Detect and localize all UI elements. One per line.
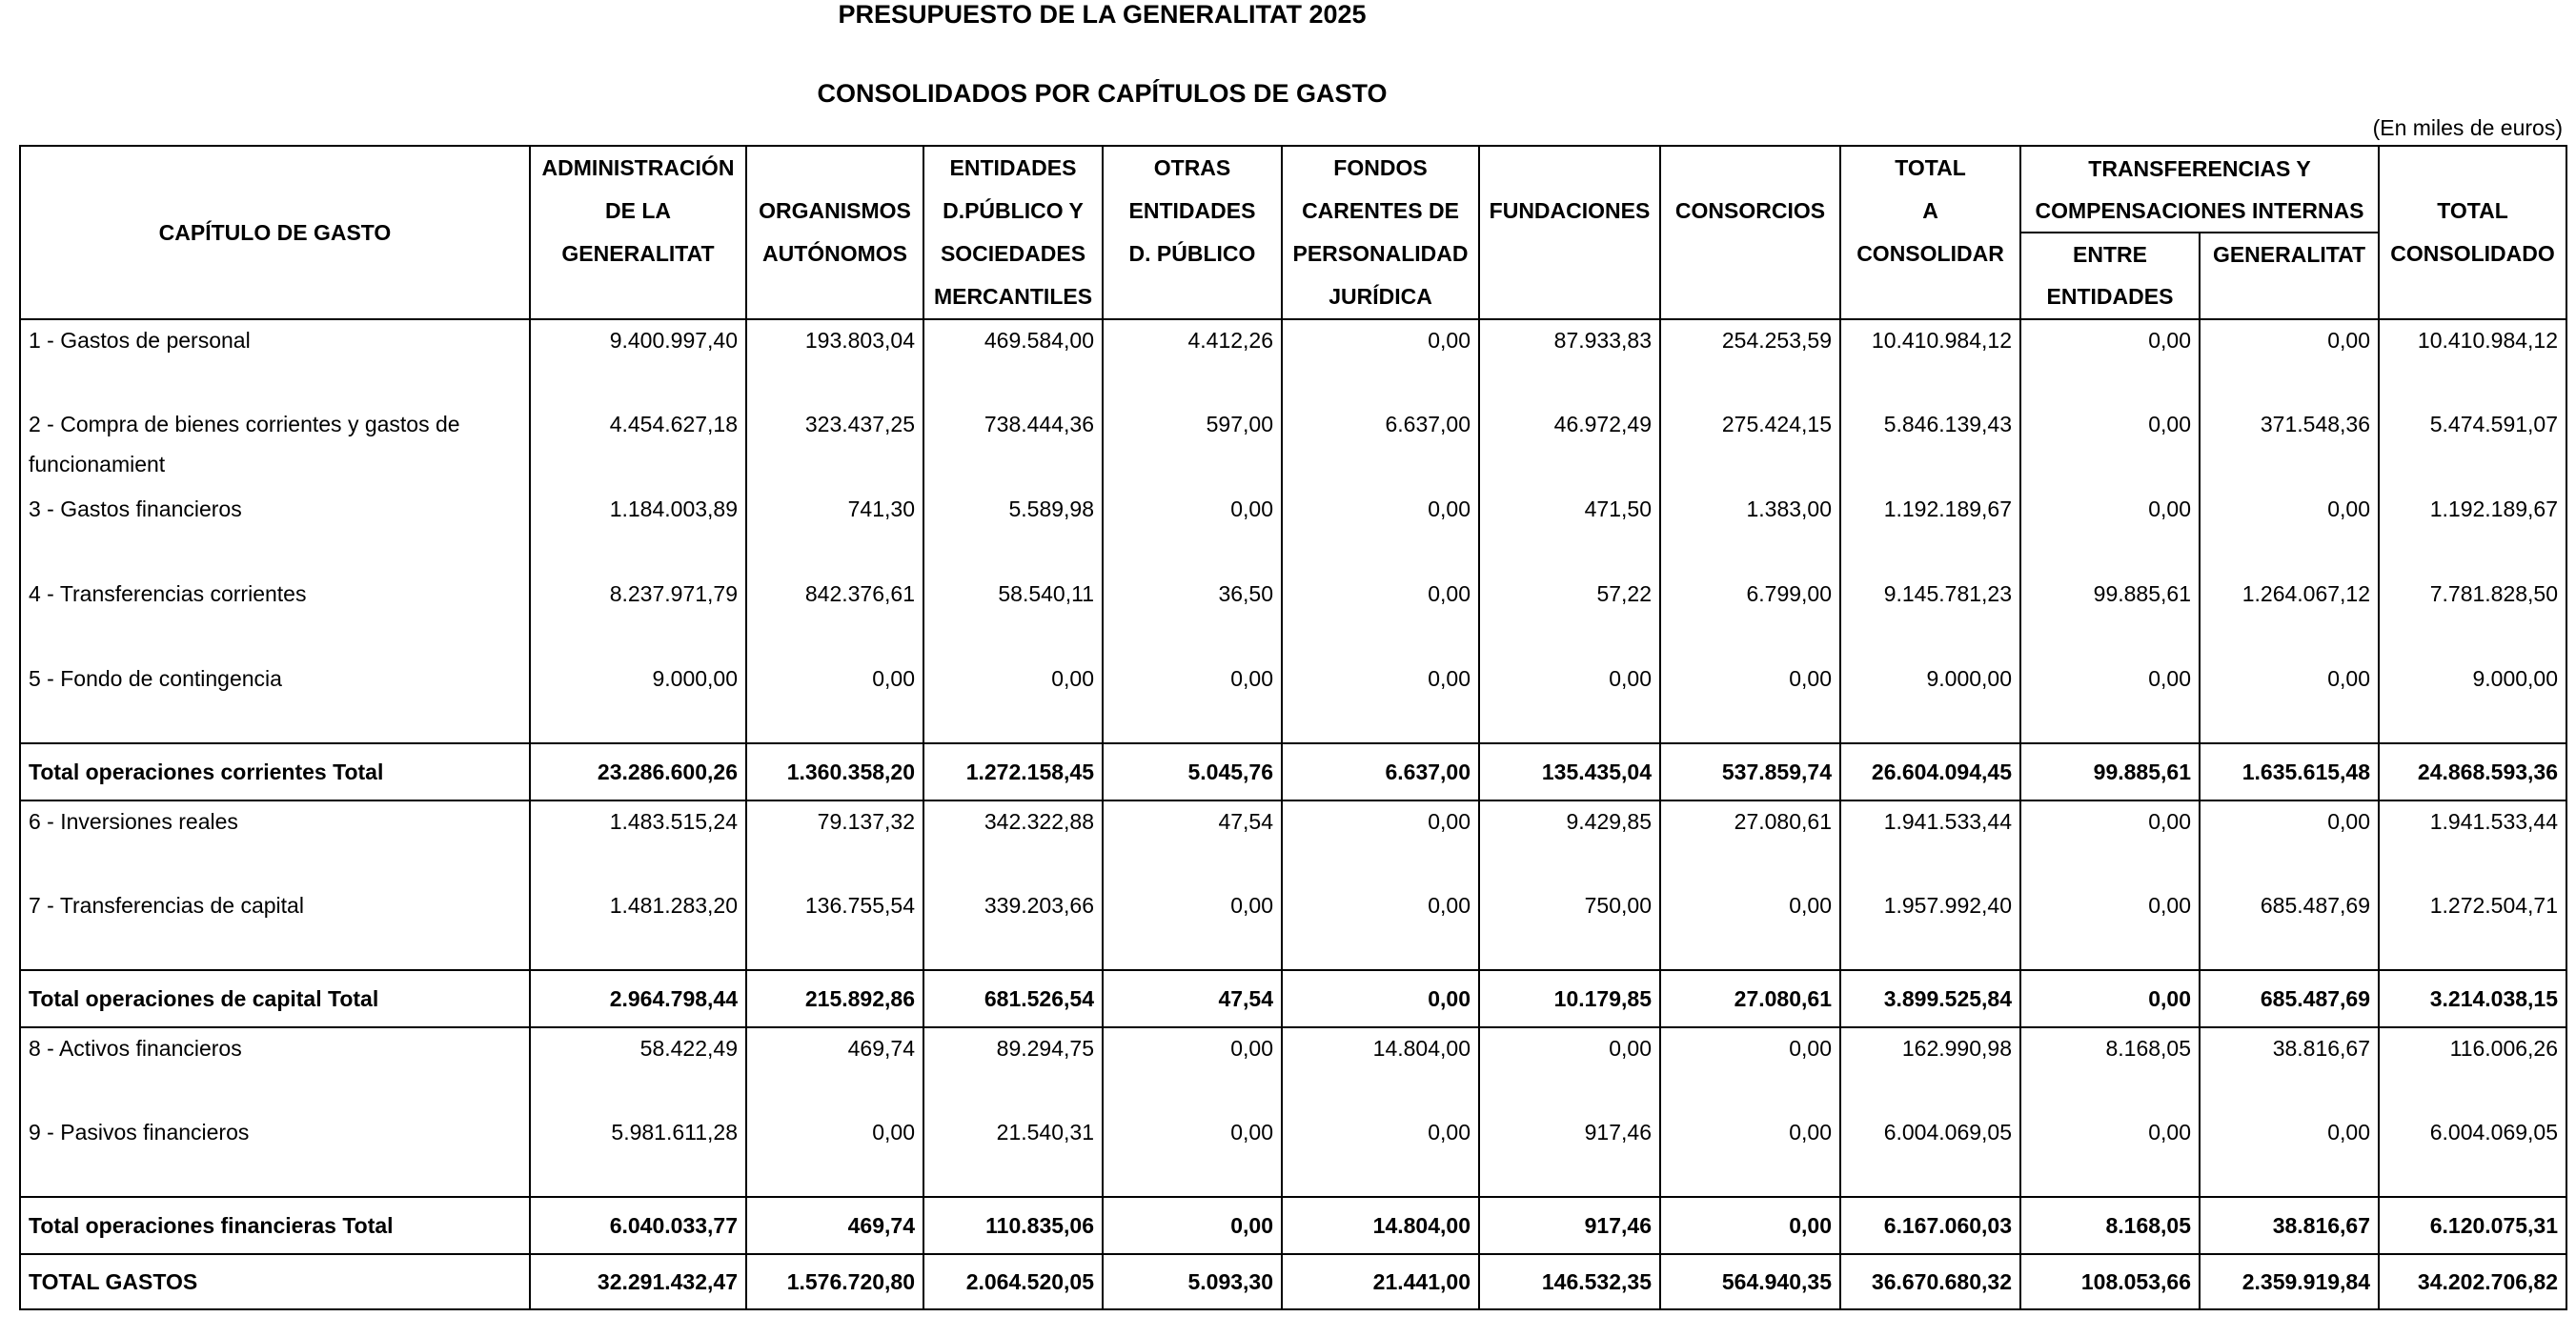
cell-value: 1.635.615,48 [2200, 743, 2379, 800]
row-label: 6 - Inversiones reales [20, 800, 530, 885]
cell-value: 8.168,05 [2020, 1197, 2200, 1254]
cell-value: 564.940,35 [1660, 1254, 1840, 1309]
cell-value: 0,00 [1282, 574, 1479, 658]
cell-value: 0,00 [2200, 319, 2379, 404]
cell-value: 135.435,04 [1479, 743, 1660, 800]
cell-value: 27.080,61 [1660, 800, 1840, 885]
cell-value: 0,00 [1282, 1112, 1479, 1197]
cell-value: 842.376,61 [746, 574, 923, 658]
cell-value: 4.412,26 [1103, 319, 1282, 404]
cell-value: 537.859,74 [1660, 743, 1840, 800]
cell-value: 6.120.075,31 [2379, 1197, 2566, 1254]
table-row [20, 574, 2566, 658]
cell-value: 471,50 [1479, 489, 1660, 574]
cell-value: 0,00 [2020, 970, 2200, 1027]
cell-value: 6.040.033,77 [530, 1197, 746, 1254]
cell-value: 0,00 [1660, 885, 1840, 970]
cell-value: 469,74 [746, 1197, 923, 1254]
cell-value: 110.835,06 [923, 1197, 1103, 1254]
row-label: 5 - Fondo de contingencia [20, 658, 530, 743]
cell-value: 750,00 [1479, 885, 1660, 970]
cell-value: 10.410.984,12 [2379, 319, 2566, 404]
cell-value: 27.080,61 [1660, 970, 1840, 1027]
cell-value: 681.526,54 [923, 970, 1103, 1027]
cell-value: 9.000,00 [1840, 658, 2020, 743]
grand-total-row [20, 1254, 2566, 1309]
header-fundaciones: FUNDACIONES [1479, 146, 1660, 319]
cell-value: 0,00 [1103, 1112, 1282, 1197]
cell-value: 1.264.067,12 [2200, 574, 2379, 658]
cell-value: 23.286.600,26 [530, 743, 746, 800]
cell-value: 0,00 [1660, 1112, 1840, 1197]
cell-value: 215.892,86 [746, 970, 923, 1027]
cell-value: 10.179,85 [1479, 970, 1660, 1027]
cell-value: 0,00 [923, 658, 1103, 743]
header-organismos: ORGANISMOS AUTÓNOMOS [746, 146, 923, 319]
page-subtitle: CONSOLIDADOS POR CAPÍTULOS DE GASTO [817, 79, 1388, 108]
cell-value: 0,00 [1660, 1197, 1840, 1254]
cell-value: 0,00 [2020, 404, 2200, 489]
cell-value: 1.192.189,67 [1840, 489, 2020, 574]
cell-value: 9.000,00 [530, 658, 746, 743]
cell-value: 116.006,26 [2379, 1027, 2566, 1112]
cell-value: 0,00 [2020, 489, 2200, 574]
cell-value: 738.444,36 [923, 404, 1103, 489]
subtotal-row [20, 743, 2566, 800]
row-label: 8 - Activos financieros [20, 1027, 530, 1112]
cell-value: 34.202.706,82 [2379, 1254, 2566, 1309]
cell-value: 469.584,00 [923, 319, 1103, 404]
cell-value: 0,00 [1282, 800, 1479, 885]
cell-value: 9.145.781,23 [1840, 574, 2020, 658]
row-label: 9 - Pasivos financieros [20, 1112, 530, 1197]
row-label: 1 - Gastos de personal [20, 319, 530, 404]
cell-value: 0,00 [2200, 658, 2379, 743]
cell-value: 1.192.189,67 [2379, 489, 2566, 574]
cell-value: 1.383,00 [1660, 489, 1840, 574]
cell-value: 5.093,30 [1103, 1254, 1282, 1309]
cell-value: 0,00 [2020, 658, 2200, 743]
cell-value: 371.548,36 [2200, 404, 2379, 489]
cell-value: 0,00 [1282, 319, 1479, 404]
cell-value: 46.972,49 [1479, 404, 1660, 489]
cell-value: 38.816,67 [2200, 1027, 2379, 1112]
cell-value: 0,00 [1103, 1027, 1282, 1112]
cell-value: 162.990,98 [1840, 1027, 2020, 1112]
cell-value: 24.868.593,36 [2379, 743, 2566, 800]
subtotal-row [20, 970, 2566, 1027]
cell-value: 917,46 [1479, 1112, 1660, 1197]
cell-value: 89.294,75 [923, 1027, 1103, 1112]
cell-value: 0,00 [2020, 800, 2200, 885]
cell-value: 0,00 [746, 1112, 923, 1197]
cell-value: 6.004.069,05 [1840, 1112, 2020, 1197]
cell-value: 917,46 [1479, 1197, 1660, 1254]
table-row [20, 319, 2566, 404]
cell-value: 323.437,25 [746, 404, 923, 489]
cell-value: 5.045,76 [1103, 743, 1282, 800]
cell-value: 58.422,49 [530, 1027, 746, 1112]
cell-value: 10.410.984,12 [1840, 319, 2020, 404]
cell-value: 9.400.997,40 [530, 319, 746, 404]
cell-value: 14.804,00 [1282, 1197, 1479, 1254]
row-label: 2 - Compra de bienes corrientes y gastos de funcionamient [20, 404, 530, 489]
table-row [20, 800, 2566, 885]
cell-value: 1.481.283,20 [530, 885, 746, 970]
row-label: 7 - Transferencias de capital [20, 885, 530, 970]
cell-value: 597,00 [1103, 404, 1282, 489]
cell-value: 6.004.069,05 [2379, 1112, 2566, 1197]
cell-value: 47,54 [1103, 970, 1282, 1027]
cell-value: 26.604.094,45 [1840, 743, 2020, 800]
header-consorcios: CONSORCIOS [1660, 146, 1840, 319]
cell-value: 1.576.720,80 [746, 1254, 923, 1309]
header-total-consolidado: TOTAL CONSOLIDADO [2379, 146, 2566, 319]
cell-value: 1.272.158,45 [923, 743, 1103, 800]
cell-value: 7.781.828,50 [2379, 574, 2566, 658]
cell-value: 0,00 [1660, 1027, 1840, 1112]
cell-value: 32.291.432,47 [530, 1254, 746, 1309]
cell-value: 0,00 [1103, 658, 1282, 743]
cell-value: 9.000,00 [2379, 658, 2566, 743]
header-generalitat: GENERALITAT [2200, 233, 2379, 319]
cell-value: 21.441,00 [1282, 1254, 1479, 1309]
cell-value: 2.964.798,44 [530, 970, 746, 1027]
cell-value: 193.803,04 [746, 319, 923, 404]
cell-value: 2.064.520,05 [923, 1254, 1103, 1309]
row-label: Total operaciones de capital Total [20, 970, 530, 1027]
cell-value: 5.589,98 [923, 489, 1103, 574]
cell-value: 136.755,54 [746, 885, 923, 970]
cell-value: 3.899.525,84 [1840, 970, 2020, 1027]
cell-value: 6.637,00 [1282, 404, 1479, 489]
cell-value: 57,22 [1479, 574, 1660, 658]
cell-value: 339.203,66 [923, 885, 1103, 970]
cell-value: 0,00 [1103, 489, 1282, 574]
cell-value: 8.237.971,79 [530, 574, 746, 658]
cell-value: 2.359.919,84 [2200, 1254, 2379, 1309]
cell-value: 0,00 [1282, 658, 1479, 743]
row-label: 4 - Transferencias corrientes [20, 574, 530, 658]
cell-value: 6.637,00 [1282, 743, 1479, 800]
subtotal-row [20, 1197, 2566, 1254]
cell-value: 469,74 [746, 1027, 923, 1112]
cell-value: 6.799,00 [1660, 574, 1840, 658]
row-label: 3 - Gastos financieros [20, 489, 530, 574]
cell-value: 741,30 [746, 489, 923, 574]
header-entidades: ENTIDADES D.PÚBLICO Y SOCIEDADES MERCANTILES [923, 146, 1103, 319]
cell-value: 5.474.591,07 [2379, 404, 2566, 489]
row-label: Total operaciones financieras Total [20, 1197, 530, 1254]
cell-value: 275.424,15 [1660, 404, 1840, 489]
cell-value: 0,00 [1103, 1197, 1282, 1254]
cell-value: 0,00 [2020, 885, 2200, 970]
cell-value: 1.941.533,44 [2379, 800, 2566, 885]
cell-value: 685.487,69 [2200, 970, 2379, 1027]
cell-value: 8.168,05 [2020, 1027, 2200, 1112]
table-row [20, 885, 2566, 970]
header-entre-entidades: ENTRE ENTIDADES [2020, 233, 2200, 319]
cell-value: 254.253,59 [1660, 319, 1840, 404]
cell-value: 87.933,83 [1479, 319, 1660, 404]
row-label: Total operaciones corrientes Total [20, 743, 530, 800]
page-title: PRESUPUESTO DE LA GENERALITAT 2025 [838, 0, 1367, 29]
cell-value: 342.322,88 [923, 800, 1103, 885]
header-total-consolidar: TOTAL A CONSOLIDAR [1840, 146, 2020, 319]
table-row [20, 489, 2566, 574]
cell-value: 36,50 [1103, 574, 1282, 658]
cell-value: 1.184.003,89 [530, 489, 746, 574]
cell-value: 0,00 [1479, 1027, 1660, 1112]
cell-value: 4.454.627,18 [530, 404, 746, 489]
cell-value: 0,00 [1479, 658, 1660, 743]
cell-value: 0,00 [1103, 885, 1282, 970]
table-row [20, 1027, 2566, 1112]
cell-value: 0,00 [2200, 489, 2379, 574]
header-transferencias: TRANSFERENCIAS Y COMPENSACIONES INTERNAS [2020, 146, 2379, 233]
cell-value: 0,00 [746, 658, 923, 743]
cell-value: 58.540,11 [923, 574, 1103, 658]
cell-value: 0,00 [1282, 885, 1479, 970]
cell-value: 685.487,69 [2200, 885, 2379, 970]
header-otras-entidades: OTRAS ENTIDADES D. PÚBLICO [1103, 146, 1282, 319]
cell-value: 146.532,35 [1479, 1254, 1660, 1309]
cell-value: 1.272.504,71 [2379, 885, 2566, 970]
cell-value: 6.167.060,03 [1840, 1197, 2020, 1254]
cell-value: 14.804,00 [1282, 1027, 1479, 1112]
cell-value: 3.214.038,15 [2379, 970, 2566, 1027]
cell-value: 1.360.358,20 [746, 743, 923, 800]
cell-value: 1.957.992,40 [1840, 885, 2020, 970]
cell-value: 0,00 [1282, 970, 1479, 1027]
header-administracion: ADMINISTRACIÓN DE LA GENERALITAT [530, 146, 746, 319]
cell-value: 38.816,67 [2200, 1197, 2379, 1254]
cell-value: 0,00 [2020, 1112, 2200, 1197]
cell-value: 79.137,32 [746, 800, 923, 885]
cell-value: 0,00 [1282, 489, 1479, 574]
cell-value: 0,00 [2200, 800, 2379, 885]
header-capitulo: CAPÍTULO DE GASTO [20, 146, 530, 319]
row-label: TOTAL GASTOS [20, 1254, 530, 1309]
cell-value: 5.981.611,28 [530, 1112, 746, 1197]
cell-value: 21.540,31 [923, 1112, 1103, 1197]
header-fondos: FONDOS CARENTES DE PERSONALIDAD JURÍDICA [1282, 146, 1479, 319]
budget-table [19, 145, 2567, 1310]
cell-value: 1.483.515,24 [530, 800, 746, 885]
cell-value: 0,00 [2200, 1112, 2379, 1197]
cell-value: 47,54 [1103, 800, 1282, 885]
cell-value: 5.846.139,43 [1840, 404, 2020, 489]
table-row [20, 404, 2566, 489]
table-row [20, 1112, 2566, 1197]
cell-value: 0,00 [2020, 319, 2200, 404]
cell-value: 108.053,66 [2020, 1254, 2200, 1309]
cell-value: 1.941.533,44 [1840, 800, 2020, 885]
cell-value: 36.670.680,32 [1840, 1254, 2020, 1309]
cell-value: 99.885,61 [2020, 743, 2200, 800]
units-note: (En miles de euros) [2372, 115, 2563, 140]
cell-value: 99.885,61 [2020, 574, 2200, 658]
cell-value: 9.429,85 [1479, 800, 1660, 885]
cell-value: 0,00 [1660, 658, 1840, 743]
table-row [20, 658, 2566, 743]
